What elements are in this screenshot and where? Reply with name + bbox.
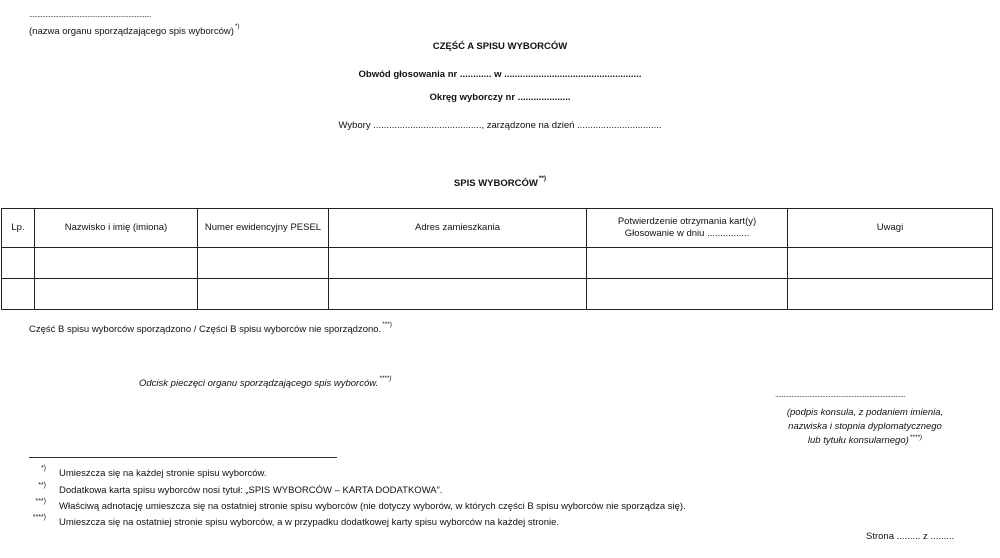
column-header-name: Nazwisko i imię (imiona)	[35, 209, 198, 248]
cell-pesel[interactable]	[198, 248, 329, 279]
constituency-line: Okręg wyborczy nr ....................	[429, 92, 571, 103]
signature-label-line: (podpis konsula, z podaniem imienia,	[786, 407, 944, 418]
footnote-text: Umieszcza się na ostatniej stronie spisu wyborców, a w przypadku dodatkowej karty spisu wyborców na każdej stronie.	[59, 517, 560, 528]
district-line: Obwód głosowania nr ............ w ....................................................	[358, 69, 642, 80]
footnote-text: Dodatkowa karta spisu wyborców nosi tytuł: „SPIS WYBORCÓW – KARTA DODATKOWA”.	[59, 485, 443, 496]
organ-name-field[interactable]: ...........................................................................	[29, 10, 151, 19]
footnote-mark: *)	[40, 465, 46, 472]
cell-pesel[interactable]	[198, 279, 329, 310]
cell-name[interactable]	[35, 279, 198, 310]
footnote-mark: **)	[38, 482, 46, 489]
organ-name-label	[29, 23, 240, 37]
signature-field[interactable]: ................................................................................	[775, 390, 905, 399]
cell-lp[interactable]	[2, 279, 35, 310]
signature-label	[770, 406, 960, 448]
stamp-note-text: Odcisk pieczęci organu sporządzającego spis wyborców.	[139, 378, 379, 389]
footnote-ref: ***)	[382, 321, 392, 328]
cell-notes[interactable]	[788, 279, 993, 310]
cell-name[interactable]	[35, 248, 198, 279]
confirmation-sublabel: Głosowanie w dniu ................	[624, 228, 750, 239]
voter-table	[1, 208, 993, 310]
column-header-lp: Lp.	[2, 209, 35, 248]
cell-confirmation[interactable]	[587, 279, 788, 310]
footnote-mark: ***)	[35, 498, 46, 505]
footnote-ref: *)	[234, 23, 240, 30]
signature-label-line	[770, 434, 960, 448]
column-header-address: Adres zamieszkania	[329, 209, 587, 248]
part-b-note	[29, 321, 392, 335]
cell-confirmation[interactable]	[587, 248, 788, 279]
footnote-ref: **)	[538, 175, 547, 182]
cell-notes[interactable]	[788, 248, 993, 279]
cell-address[interactable]	[329, 279, 587, 310]
table-header-row	[2, 209, 993, 248]
cell-lp[interactable]	[2, 248, 35, 279]
part-b-note-text: Część B spisu wyborców sporządzono / Części B spisu wyborców nie sporządzono.	[29, 324, 382, 335]
stamp-note	[139, 375, 392, 389]
election-line: Wybory ........................................., zarządzone na dzień ................................	[338, 120, 662, 131]
part-title: CZĘŚĆ A SPISU WYBORCÓW	[432, 41, 568, 52]
signature-label-line: nazwiska i stopnia dyplomatycznego	[788, 421, 942, 432]
column-header-confirmation	[587, 209, 788, 248]
footnote-text: Umieszcza się na każdej stronie spisu wyborców.	[59, 468, 267, 479]
cell-address[interactable]	[329, 248, 587, 279]
signature-label-text: lub tytułu konsularnego)	[807, 435, 909, 446]
voter-list-title	[0, 175, 1000, 189]
page-number: Strona ......... z .........	[866, 531, 955, 542]
footnote-text: Właściwą adnotację umieszcza się na ostatniej stronie spisu wyborców (nie dotyczy wyborów, w których części B spisu wyborców nie sporządza się).	[59, 501, 686, 512]
footnote-mark: ****)	[32, 514, 46, 521]
column-header-pesel: Numer ewidencyjny PESEL	[198, 209, 329, 248]
footnote-divider	[29, 457, 337, 458]
footnote-ref: ****)	[379, 375, 392, 382]
voter-list-title-text: SPIS WYBORCÓW	[453, 178, 538, 189]
column-header-notes: Uwagi	[788, 209, 993, 248]
table-row	[2, 248, 993, 279]
organ-name-label-text: (nazwa organu sporządzającego spis wyborców)	[29, 26, 234, 37]
confirmation-label: Potwierdzenie otrzymania kart(y)	[617, 216, 757, 227]
table-row	[2, 279, 993, 310]
footnote-ref: ****)	[909, 434, 923, 441]
